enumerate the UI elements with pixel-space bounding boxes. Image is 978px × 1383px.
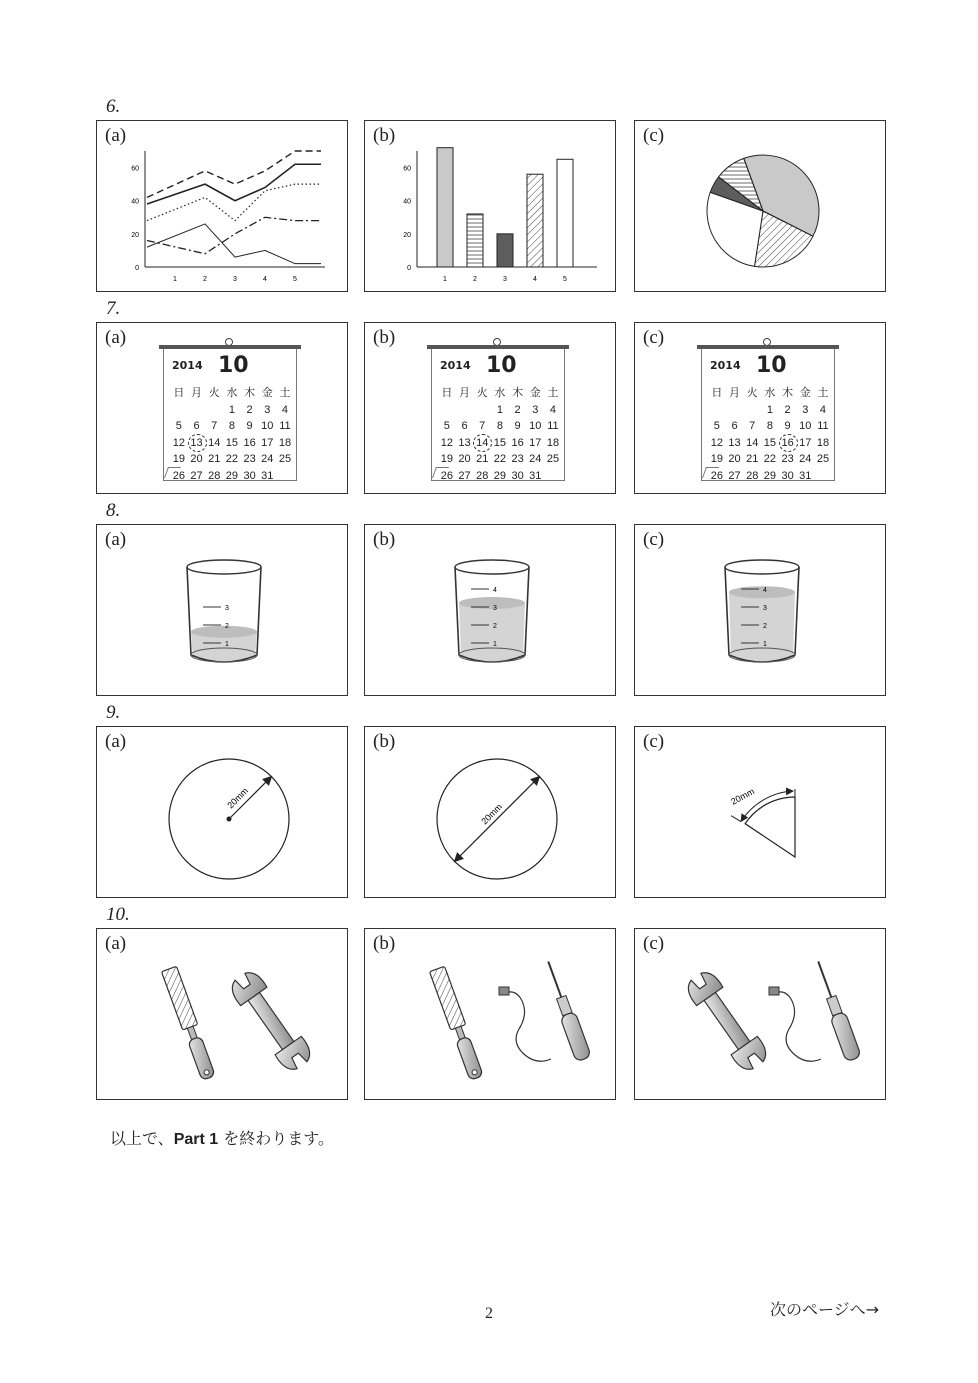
weekday-label: 土: [817, 387, 829, 399]
calendar-date: 26: [172, 469, 185, 482]
calendar-month: 10: [218, 353, 249, 378]
option-label: (c): [643, 529, 665, 550]
calendar-date: 29: [225, 469, 239, 482]
beaker-rim: [455, 560, 529, 574]
x-tick-label: 4: [263, 276, 267, 283]
calendar-date: 15: [763, 436, 777, 449]
y-tick-label: 60: [131, 165, 139, 173]
figure: [97, 121, 349, 293]
y-tick-label: 0: [135, 265, 139, 272]
calendar-date: 3: [264, 403, 271, 416]
calendar-date: 21: [476, 453, 489, 465]
calendar-date: 22: [225, 453, 239, 465]
calendar-grid: [170, 385, 294, 484]
calendar-date: 6: [461, 420, 468, 432]
calendar-date: 9: [246, 420, 253, 432]
question-8-option-b: [364, 524, 616, 696]
calendar-date: 18: [278, 436, 292, 449]
calendar-date: 24: [529, 453, 542, 465]
question-7-option-a: [96, 322, 348, 494]
weekday-label: 月: [191, 387, 203, 399]
y-tick-label: 40: [403, 198, 411, 206]
calendar-date: [473, 402, 491, 419]
calendar: [427, 335, 569, 487]
calendar-date: 25: [816, 453, 830, 465]
question-6-option-a: [96, 120, 348, 292]
calendar-date: 14: [746, 436, 759, 449]
option-label: (b): [373, 933, 396, 954]
page-number: 2: [485, 1305, 493, 1322]
calendar-date: 4: [819, 403, 827, 416]
weekday-label: 金: [529, 387, 541, 399]
calendar-date: 25: [546, 453, 560, 465]
weekday-label: 土: [547, 387, 559, 399]
file-tool-icon: [429, 966, 484, 1080]
calendar-year: 2014: [710, 359, 741, 372]
question-9-option-c: [634, 726, 886, 898]
question-number: 7.: [106, 298, 121, 319]
calendar-date: 9: [784, 420, 791, 432]
soldering-iron-icon: [499, 959, 591, 1062]
beaker-icon: [187, 560, 261, 662]
line-series: [147, 184, 321, 220]
x-tick-label: 1: [443, 276, 447, 283]
diameter-arrow: [455, 777, 540, 862]
calendar-date: 9: [514, 420, 521, 432]
line-series: [147, 151, 321, 197]
measure-label: 1: [225, 641, 229, 648]
calendar-date: 29: [493, 469, 507, 482]
calendar-date: [188, 402, 206, 419]
question-6-option-b: [364, 120, 616, 292]
line-series: [147, 224, 321, 264]
weekday-label: 水: [226, 387, 238, 399]
calendar-date: [456, 402, 474, 419]
beaker-rim: [725, 560, 799, 574]
question-8-option-a: [96, 524, 348, 696]
calendar-date: 7: [211, 420, 218, 432]
x-tick-label: 4: [533, 276, 537, 283]
calendar-date: 18: [546, 436, 560, 449]
end-of-part-text: [110, 1126, 334, 1149]
calendar-date: 27: [728, 469, 741, 482]
weekday-label: 水: [494, 387, 506, 399]
option-label: (a): [105, 529, 127, 550]
calendar-date: 20: [458, 453, 471, 465]
calendar-date: 28: [746, 469, 759, 482]
calendar-date: 15: [493, 436, 507, 449]
question-10-option-c: [634, 928, 886, 1100]
calendar-date: 30: [511, 469, 524, 482]
bar: [557, 159, 573, 267]
calendar-date: 28: [476, 469, 489, 482]
question-10-option-b: [364, 928, 616, 1100]
calendar-date: 7: [749, 420, 756, 432]
calendar-date: 11: [817, 420, 829, 432]
question-9-option-a: [96, 726, 348, 898]
weekday-label: 水: [764, 387, 776, 399]
calendar-date: 19: [710, 453, 723, 465]
y-tick-label: 20: [131, 231, 139, 239]
calendar-date: [726, 402, 744, 419]
extension-line: [731, 816, 741, 822]
weekday-label: 月: [729, 387, 741, 399]
x-tick-label: 2: [203, 276, 207, 283]
figure: [365, 727, 617, 899]
calendar-date: 31: [261, 469, 274, 482]
calendar-date: 24: [261, 453, 274, 465]
sector-shape: [745, 797, 795, 857]
x-tick-label: 5: [293, 276, 297, 283]
calendar-year: 2014: [440, 359, 471, 372]
x-tick-label: 3: [503, 276, 507, 283]
calendar-date: 15: [225, 436, 239, 449]
question-number: 9.: [106, 702, 121, 723]
weekday-label: 日: [173, 387, 185, 399]
calendar-date: 2: [514, 403, 521, 416]
calendar-date: 25: [278, 453, 292, 465]
option-label: (c): [643, 933, 665, 954]
calendar-date: 2: [246, 403, 253, 416]
measure-label: 1: [763, 641, 767, 648]
calendar-date: 10: [799, 420, 812, 432]
bar: [467, 214, 483, 267]
calendar-date: 11: [547, 420, 559, 432]
x-tick-label: 5: [563, 276, 567, 283]
calendar-date: 12: [710, 436, 723, 449]
end-text-prefix: 以上で、: [110, 1129, 174, 1148]
weekday-label: 火: [476, 387, 488, 399]
weekday-label: 木: [782, 387, 794, 399]
calendar-date: 10: [261, 420, 274, 432]
beaker-rim: [187, 560, 261, 574]
weekday-label: 火: [208, 387, 220, 399]
measure-label: 1: [493, 641, 497, 648]
measure-label: 4: [493, 587, 497, 594]
measure-label: 2: [225, 623, 229, 630]
calendar-date: 18: [816, 436, 830, 449]
y-tick-label: 40: [131, 198, 139, 206]
option-label: (a): [105, 933, 127, 954]
calendar-date: 2: [784, 403, 791, 416]
option-label: (c): [643, 327, 665, 348]
x-tick-label: 2: [473, 276, 477, 283]
calendar-date: 8: [766, 420, 773, 432]
bar: [437, 148, 453, 267]
weekday-label: 木: [244, 387, 256, 399]
figure: [97, 727, 349, 899]
y-tick-label: 20: [403, 231, 411, 239]
weekday-label: 土: [279, 387, 291, 399]
figure: [97, 525, 349, 697]
wrench-icon: [227, 967, 316, 1074]
calendar-date: 12: [172, 436, 185, 449]
liquid-surface: [729, 586, 795, 598]
option-label: (a): [105, 125, 127, 146]
calendar-date: 20: [728, 453, 741, 465]
calendar-date: 30: [243, 469, 256, 482]
calendar-date: [438, 402, 456, 419]
question-10-option-a: [96, 928, 348, 1100]
calendar-date: 26: [710, 469, 723, 482]
calendar: [159, 335, 301, 487]
calendar-date: 21: [746, 453, 759, 465]
figure: [365, 525, 617, 697]
liquid-surface: [459, 597, 525, 609]
circled-date: 16: [779, 435, 797, 452]
liquid: [459, 603, 525, 662]
calendar-year: 2014: [172, 359, 203, 372]
calendar-date: [276, 468, 294, 485]
calendar-date: 8: [228, 420, 235, 432]
calendar-month: 10: [756, 353, 787, 378]
calendar-date: 28: [208, 469, 221, 482]
question-number: 6.: [106, 96, 121, 117]
calendar-sheet: [431, 349, 565, 481]
calendar-date: [544, 468, 562, 485]
calendar-date: 17: [261, 436, 274, 449]
calendar-date: 23: [781, 453, 794, 465]
question-6-option-c: [634, 120, 886, 292]
calendar-sheet: [163, 349, 297, 481]
calendar-grid: [708, 385, 832, 484]
calendar-date: 19: [440, 453, 453, 465]
calendar-date: 8: [496, 420, 503, 432]
weekday-label: 月: [459, 387, 471, 399]
figure: [97, 929, 349, 1101]
part-label: Part 1: [173, 1131, 219, 1148]
soldering-iron-icon: [769, 959, 861, 1062]
beaker-icon: [725, 560, 799, 662]
calendar-date: 11: [279, 420, 291, 432]
circled-date: 14: [473, 435, 491, 452]
option-label: (b): [373, 125, 396, 146]
measure-label: 3: [763, 605, 767, 612]
weekday-label: 金: [799, 387, 811, 399]
calendar-date: 23: [243, 453, 256, 465]
calendar-date: 4: [549, 403, 557, 416]
calendar-month: 10: [486, 353, 517, 378]
bar: [497, 234, 513, 267]
option-label: (a): [105, 327, 127, 348]
option-label: (b): [373, 529, 396, 550]
y-tick-label: 0: [407, 265, 411, 272]
measure-label: 2: [493, 623, 497, 630]
calendar-date: 31: [529, 469, 542, 482]
liquid: [729, 592, 795, 662]
calendar-date: [205, 402, 223, 419]
calendar-date: 29: [763, 469, 777, 482]
dimension-label: 20mm: [225, 785, 251, 811]
measure-label: 3: [225, 605, 229, 612]
bar: [527, 174, 543, 267]
calendar-date: 10: [529, 420, 542, 432]
question-8-option-c: [634, 524, 886, 696]
calendar-date: 13: [728, 436, 741, 449]
figure: [635, 727, 887, 899]
question-number: 10.: [106, 904, 130, 925]
calendar-date: 22: [763, 453, 777, 465]
calendar-date: 27: [190, 469, 203, 482]
calendar-date: 26: [440, 469, 453, 482]
calendar-date: 5: [713, 420, 720, 432]
calendar-date: 1: [766, 403, 773, 416]
question-7-option-c: [634, 322, 886, 494]
weekday-label: 金: [261, 387, 273, 399]
circled-date: 13: [188, 435, 206, 452]
liquid-surface: [191, 626, 257, 638]
question-9-option-b: [364, 726, 616, 898]
calendar-date: 4: [281, 403, 289, 416]
calendar-date: 21: [208, 453, 221, 465]
figure: [635, 929, 887, 1101]
x-tick-label: 3: [233, 276, 237, 283]
wrench-icon: [683, 967, 772, 1074]
figure: [635, 525, 887, 697]
option-label: (a): [105, 731, 127, 752]
weekday-label: 日: [711, 387, 723, 399]
calendar-date: 14: [208, 436, 221, 449]
calendar-date: 6: [193, 420, 200, 432]
question-7-option-b: [364, 322, 616, 494]
calendar-date: 22: [493, 453, 507, 465]
calendar-sheet: [701, 349, 835, 481]
calendar-date: 23: [511, 453, 524, 465]
calendar-date: 3: [802, 403, 809, 416]
calendar-date: 31: [799, 469, 812, 482]
calendar-date: 16: [511, 436, 524, 449]
weekday-label: 木: [512, 387, 524, 399]
calendar-date: 20: [190, 453, 203, 465]
line-series: [147, 217, 321, 253]
weekday-label: 火: [746, 387, 758, 399]
figure: [635, 121, 887, 293]
calendar-date: 19: [172, 453, 185, 465]
option-label: (c): [643, 731, 665, 752]
file-tool-icon: [161, 966, 216, 1080]
calendar-date: 24: [799, 453, 812, 465]
beaker-icon: [455, 560, 529, 662]
calendar-date: [814, 468, 832, 485]
calendar-date: [708, 402, 726, 419]
x-tick-label: 1: [173, 276, 177, 283]
next-page-indicator: 次のページへ→: [770, 1300, 880, 1319]
calendar-date: 5: [443, 420, 450, 432]
option-label: (c): [643, 125, 665, 146]
calendar-date: 1: [228, 403, 235, 416]
option-label: (b): [373, 327, 396, 348]
calendar-date: 6: [731, 420, 738, 432]
calendar-date: 17: [799, 436, 812, 449]
question-number: 8.: [106, 500, 121, 521]
calendar-date: [743, 402, 761, 419]
calendar-date: 30: [781, 469, 794, 482]
calendar-date: 13: [458, 436, 471, 449]
calendar-grid: [438, 385, 562, 484]
calendar: [697, 335, 839, 487]
option-label: (b): [373, 731, 396, 752]
calendar-date: 12: [440, 436, 453, 449]
calendar-date: 7: [479, 420, 486, 432]
calendar-date: 16: [243, 436, 256, 449]
y-tick-label: 60: [403, 165, 411, 173]
weekday-label: 日: [441, 387, 453, 399]
calendar-date: 1: [496, 403, 503, 416]
calendar-date: 5: [175, 420, 182, 432]
end-text-suffix: を終わります。: [218, 1129, 334, 1148]
calendar-date: [170, 402, 188, 419]
calendar-date: 3: [532, 403, 539, 416]
dimension-label: 20mm: [729, 786, 757, 807]
dimension-label: 20mm: [479, 801, 505, 827]
measure-label: 2: [763, 623, 767, 630]
calendar-date: 27: [458, 469, 471, 482]
measure-label: 3: [493, 605, 497, 612]
figure: [365, 121, 617, 293]
figure: [365, 929, 617, 1101]
measure-label: 4: [763, 587, 767, 594]
calendar-date: 17: [529, 436, 542, 449]
